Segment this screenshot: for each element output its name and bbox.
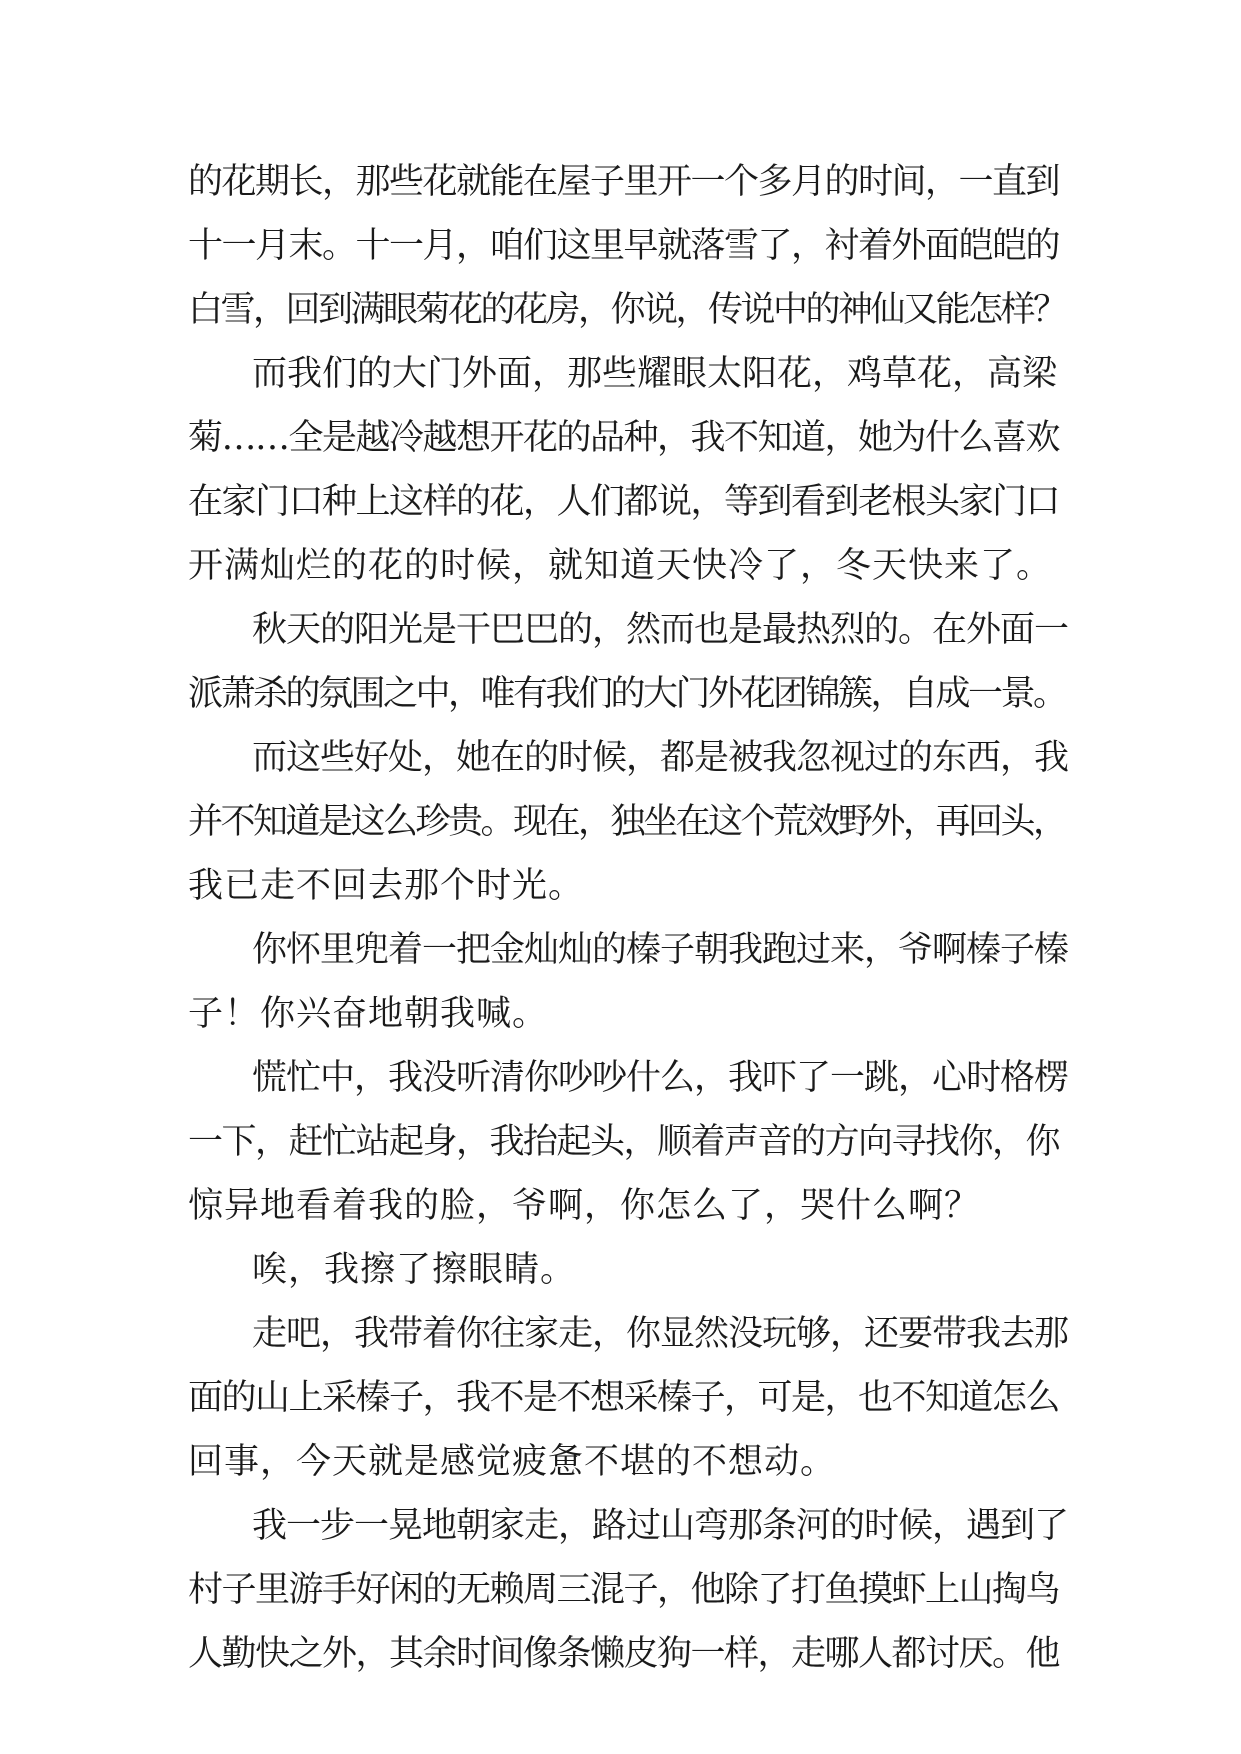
body-text: [188, 150, 1068, 1686]
text-line: 面的山上采榛子，我不是不想采榛子，可是，也不知道怎么: [188, 1378, 1060, 1418]
text-line: 人勤快之外，其余时间像条懒皮狗一样，走哪人都讨厌。他: [188, 1634, 1060, 1674]
paragraph-start-line: 慌忙中，我没听清你吵吵什么，我吓了一跳，心时格楞: [252, 1058, 1069, 1098]
paragraph-start-line: 你怀里兜着一把金灿灿的榛子朝我跑过来，爷啊榛子榛: [252, 930, 1069, 970]
paragraph-start-line: 我一步一晃地朝家走，路过山弯那条河的时候，遇到了: [252, 1506, 1069, 1546]
paragraph-start-line: 走吧，我带着你往家走，你显然没玩够，还要带我去那: [252, 1314, 1069, 1354]
paragraph-start-line: 唉，我擦了擦眼睛。: [252, 1250, 577, 1290]
text-line: 白雪，回到满眼菊花的花房，你说，传说中的神仙又能怎样？: [188, 290, 1066, 330]
text-line: 菊……全是越冷越想开花的品种，我不知道，她为什么喜欢: [188, 418, 1060, 458]
text-line: 村子里游手好闲的无赖周三混子，他除了打鱼摸虾上山掏鸟: [188, 1570, 1060, 1610]
text-line: 派萧杀的氛围之中，唯有我们的大门外花团锦簇，自成一景。: [188, 674, 1066, 714]
paragraph-start-line: 而这些好处，她在的时候，都是被我忽视过的东西，我: [252, 738, 1069, 778]
text-line: 十一月末。十一月，咱们这里早就落雪了，衬着外面皑皑的: [188, 226, 1060, 266]
text-line: 回事，今天就是感觉疲惫不堪的不想动。: [188, 1442, 837, 1482]
text-line: 的花期长，那些花就能在屋子里开一个多月的时间，一直到: [188, 162, 1060, 202]
text-line: 在家门口种上这样的花，人们都说，等到看到老根头家门口: [188, 482, 1060, 522]
text-line: 并不知道是这么珍贵。现在，独坐在这个荒效野外，再回头，: [188, 802, 1066, 842]
text-line: 一下，赶忙站起身，我抬起头，顺着声音的方向寻找你，你: [188, 1122, 1060, 1162]
text-line: 我已走不回去那个时光。: [188, 866, 585, 906]
text-line: 开满灿烂的花的时候，就知道天快冷了，冬天快来了。: [188, 546, 1053, 586]
text-line: 惊异地看着我的脸，爷啊，你怎么了，哭什么啊？: [188, 1186, 981, 1226]
text-line: 子！你兴奋地朝我喊。: [188, 994, 549, 1034]
paragraph-start-line: 而我们的大门外面，那些耀眼太阳花，鸡草花，高梁: [252, 354, 1058, 394]
paragraph-start-line: 秋天的阳光是干巴巴的，然而也是最热烈的。在外面一: [252, 610, 1069, 650]
